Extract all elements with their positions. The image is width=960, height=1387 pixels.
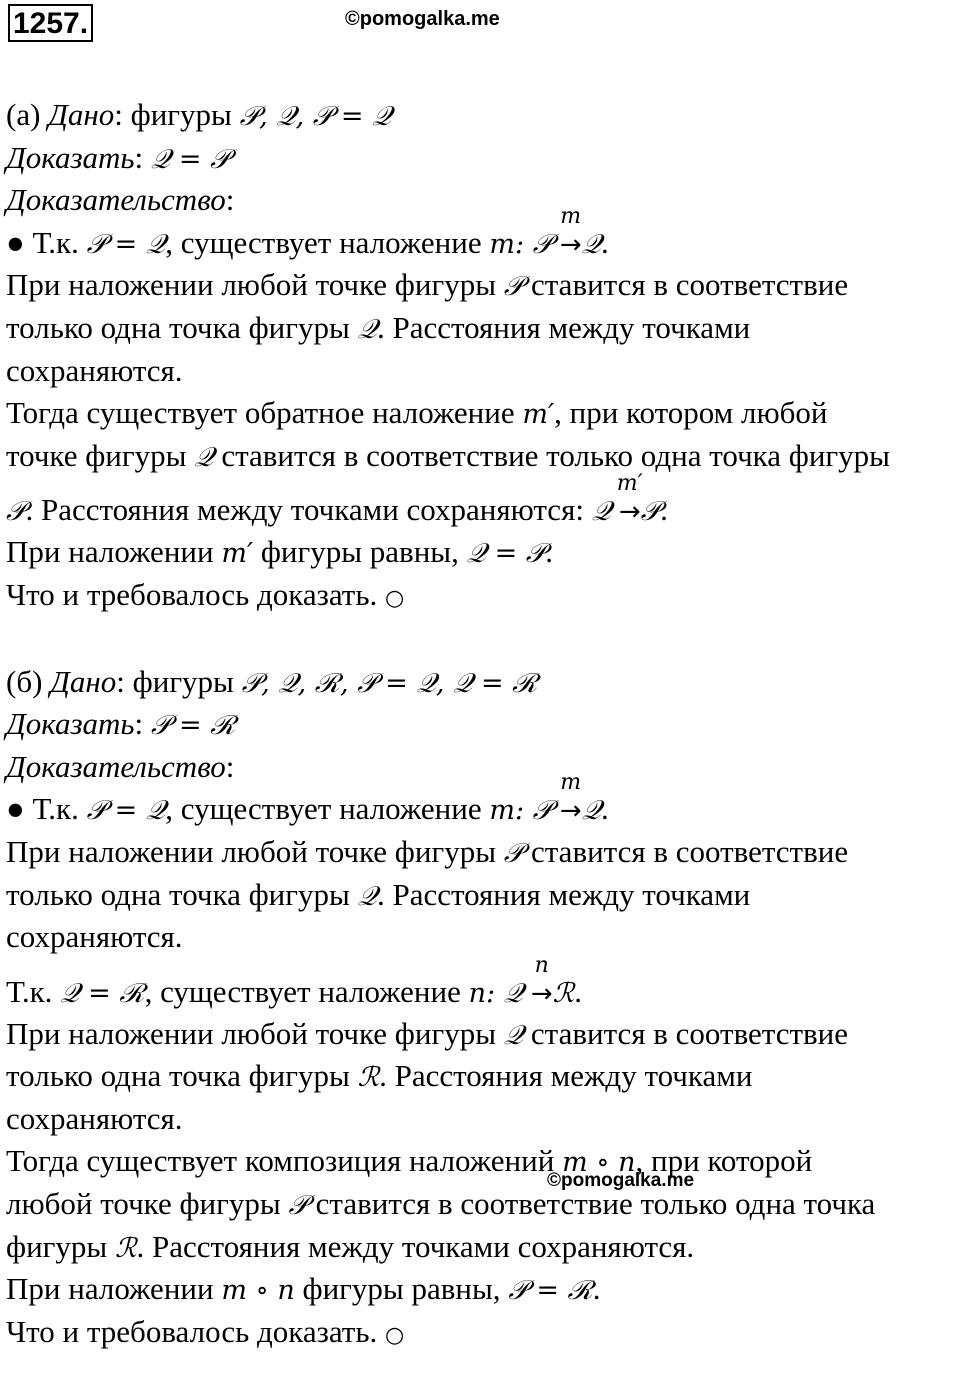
math: ℛ: [552, 977, 575, 1009]
math: 𝒬: [503, 1019, 524, 1051]
text: ставится в соответствие только одна точка: [307, 1186, 876, 1222]
arrow-label: m′: [616, 471, 643, 497]
text: :: [225, 748, 235, 784]
b-line-12: [6, 1140, 956, 1183]
math: 𝒫, 𝒬, ℛ, 𝒫 = 𝒬, 𝒬 = ℛ: [241, 667, 538, 699]
a-prove-line: [6, 137, 956, 180]
text: Что и требовалось доказать.: [6, 576, 385, 612]
b-line-9: [6, 1013, 956, 1056]
math: 𝒫: [6, 496, 26, 528]
text: .: [660, 492, 668, 528]
arrow-label: n: [534, 952, 549, 978]
text: ставится в соответствие только одна точка фигуры: [213, 437, 890, 473]
text: ставится в соответствие: [523, 833, 849, 869]
math: m ∘ n: [221, 1275, 295, 1307]
b-line-10: [6, 1055, 956, 1098]
text: :: [134, 706, 151, 742]
math: 𝒫 = ℛ: [150, 710, 236, 742]
b-given-line: [6, 661, 956, 704]
math: ℛ: [357, 1062, 380, 1094]
text: Тогда существует композиция наложений: [6, 1143, 563, 1179]
text: сохраняются.: [6, 352, 183, 388]
math: 𝒬: [357, 313, 377, 345]
text: При наложении любой точке фигуры: [6, 1015, 504, 1051]
text: Что и требовалось доказать.: [6, 1313, 385, 1349]
text: фигуры: [6, 1228, 115, 1264]
solution-text: [6, 94, 956, 1353]
text: :: [225, 182, 235, 218]
text: При наложении любой точке фигуры: [6, 833, 504, 869]
b-line-7: [6, 916, 956, 959]
prove-label: Доказать: [6, 139, 135, 175]
arrow-icon: →: [618, 497, 641, 528]
b-line-13: [6, 1183, 956, 1226]
math: 𝒫: [503, 837, 524, 869]
text: ● Т.к.: [6, 791, 87, 827]
text: точке фигуры: [6, 437, 195, 473]
text: .: [545, 534, 554, 570]
math: ℛ: [114, 1232, 137, 1264]
proof-label: Доказательство: [6, 182, 226, 218]
text: фигуры равны,: [294, 1271, 509, 1307]
mapping-arrow: [616, 471, 643, 534]
text: ставится в соответствие: [523, 1015, 849, 1051]
mapping-arrow: [559, 203, 582, 267]
text: , при которой: [635, 1143, 813, 1179]
a-line-5: [6, 264, 956, 307]
text: . Расстояния между точками: [376, 309, 751, 345]
text: . Расстояния между точками: [379, 1058, 753, 1094]
given-label: Дано: [50, 663, 117, 699]
text: только одна точка фигуры: [6, 309, 358, 345]
a-line-7: [6, 350, 956, 393]
arrow-label: m: [560, 770, 582, 796]
math: 𝒬: [591, 496, 612, 528]
part-label: (а): [6, 97, 41, 132]
math: 𝒫: [640, 496, 661, 528]
math: 𝒫: [288, 1190, 308, 1222]
text: . Расстояния между точками сохраняются.: [136, 1228, 695, 1264]
a-given-line: [6, 94, 956, 137]
proof-label: Доказательство: [6, 748, 226, 784]
text: Т.к.: [6, 973, 61, 1009]
b-line-8: [6, 952, 956, 1013]
a-proof-line: [6, 179, 956, 222]
problem-number-box: [8, 4, 93, 42]
qed-circle-icon: ○: [385, 1322, 405, 1348]
b-line-4: [6, 770, 956, 831]
a-line-9: [6, 435, 956, 478]
text: , при котором любой: [554, 395, 828, 431]
a-line-10: [6, 471, 956, 531]
a-line-12: [6, 574, 956, 617]
b-line-5: [6, 831, 956, 874]
text: Тогда существует обратное наложение: [6, 395, 523, 431]
text: .: [601, 224, 609, 260]
text: , существует наложение: [165, 224, 490, 260]
text: сохраняются.: [6, 1100, 183, 1136]
text: :: [134, 139, 151, 175]
text: ставится в соответствие: [523, 267, 849, 303]
math: m: 𝒫: [489, 795, 553, 827]
text: : фигуры: [114, 97, 240, 132]
b-prove-line: [6, 703, 956, 746]
math: 𝒬 = 𝒫: [466, 538, 546, 570]
math: 𝒬: [581, 795, 602, 827]
text: только одна точка фигуры: [6, 1058, 358, 1094]
math: m ∘ n: [562, 1147, 636, 1179]
math: 𝒬: [194, 441, 214, 473]
text: При наложении любой точке фигуры: [6, 267, 504, 303]
math: 𝒫 = 𝒬: [86, 795, 166, 827]
math: 𝒬 = ℛ: [60, 977, 145, 1009]
math: 𝒬: [581, 228, 602, 260]
math: 𝒬 = 𝒫: [150, 143, 230, 175]
text: любой точке фигуры: [6, 1186, 289, 1222]
math: n: 𝒬: [468, 977, 524, 1009]
problem-number: 1257: [13, 7, 80, 40]
text: При наложении: [6, 534, 222, 570]
qed-circle-icon: ○: [385, 585, 405, 611]
math: 𝒫, 𝒬, 𝒫 = 𝒬: [239, 101, 392, 132]
a-line-4: [6, 203, 956, 265]
b-line-14: [6, 1226, 956, 1269]
text: , существует наложение: [144, 973, 469, 1009]
b-line-15: [6, 1268, 956, 1311]
math: 𝒫 = ℛ: [508, 1275, 593, 1307]
mapping-arrow: [559, 770, 582, 833]
text: .: [601, 791, 609, 827]
arrow-icon: →: [559, 229, 582, 260]
a-line-11: [6, 531, 956, 574]
section-gap: [6, 617, 956, 661]
text: . Расстояния между точками: [376, 876, 751, 912]
text: .: [592, 1271, 601, 1307]
prove-label: Доказать: [6, 706, 135, 742]
a-line-8: [6, 392, 956, 435]
watermark-middle: ©pomogalka.me: [547, 1170, 695, 1191]
math: 𝒬: [357, 880, 377, 912]
b-line-11: [6, 1098, 956, 1141]
text: ● Т.к.: [6, 224, 87, 260]
watermark-top: ©pomogalka.me: [345, 8, 500, 30]
b-line-16: [6, 1311, 956, 1354]
text: только одна точка фигуры: [6, 876, 358, 912]
part-label: (б): [6, 663, 43, 699]
text: сохраняются.: [6, 919, 183, 955]
math: m: 𝒫: [489, 228, 553, 260]
text: : фигуры: [116, 663, 242, 699]
given-label: Дано: [48, 97, 115, 132]
mapping-arrow: [530, 952, 553, 1016]
math: m′: [221, 538, 254, 570]
math: m′: [522, 399, 555, 431]
text: , существует наложение: [165, 791, 490, 827]
arrow-icon: →: [559, 796, 582, 827]
arrow-icon: →: [530, 978, 553, 1009]
text: фигуры равны,: [253, 534, 467, 570]
math: 𝒫 = 𝒬: [86, 228, 166, 260]
a-line-6: [6, 307, 956, 350]
text: При наложении: [6, 1271, 222, 1307]
b-line-6: [6, 874, 956, 917]
text: . Расстояния между точками сохраняются:: [25, 492, 592, 528]
b-proof-line: [6, 746, 956, 789]
arrow-label: m: [560, 203, 582, 229]
math: 𝒫: [503, 271, 524, 303]
text: .: [574, 973, 582, 1009]
problem-number-dot: .: [79, 7, 89, 40]
